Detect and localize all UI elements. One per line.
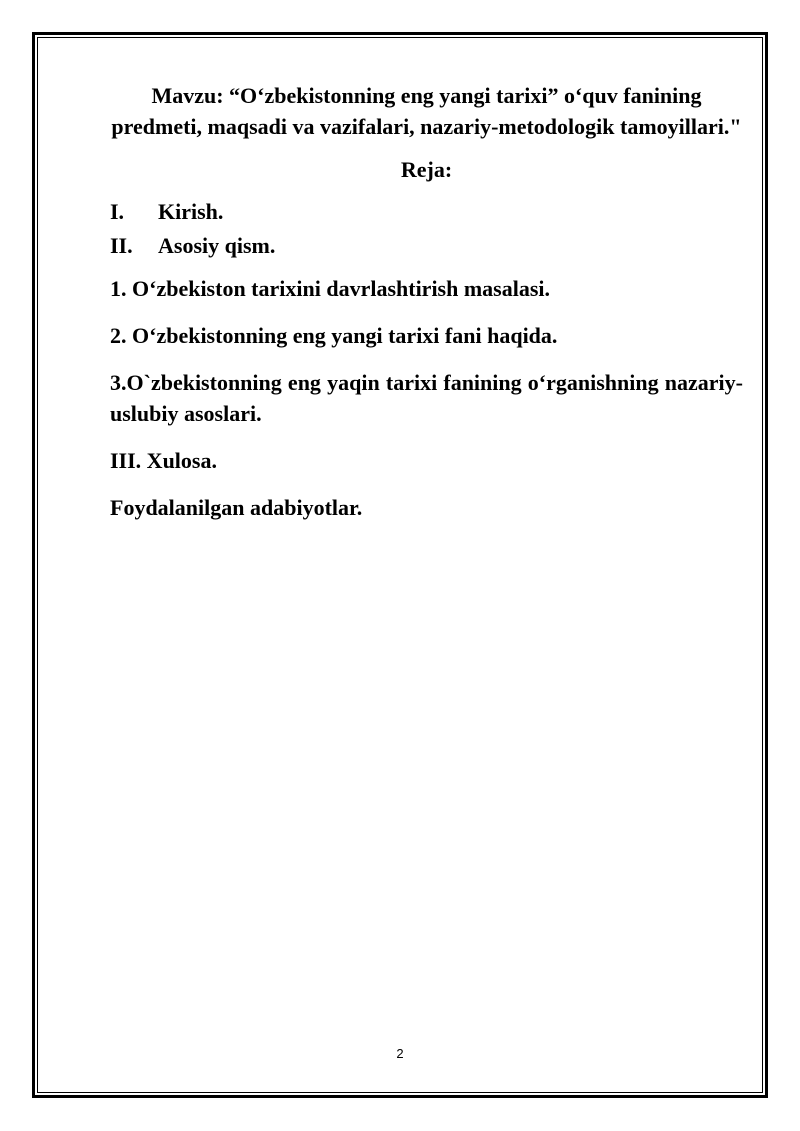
- plan-item-label: Asosiy qism.: [158, 233, 276, 258]
- plan-item-label: Kirish.: [158, 199, 224, 224]
- plan-conclusion: III. Xulosa.: [110, 448, 217, 473]
- plan-heading: Reja:: [400, 157, 453, 182]
- document-body: [110, 80, 743, 539]
- plan-subitem-2: 2. O‘zbekistonning eng yangi tarixi fani haqida.: [110, 323, 558, 348]
- plan-subitem-1: 1. O‘zbekiston tarixini davrlashtirish masalasi.: [110, 276, 551, 301]
- plan-roman-list: [110, 195, 743, 263]
- plan-item-main: [110, 229, 743, 263]
- plan-subitem-3: 3.O`zbekistonning eng yaqin tarixi fanining o‘rganishning nazariy-uslubiy asoslari.: [110, 370, 743, 426]
- page-number: 2: [396, 1046, 404, 1061]
- roman-numeral: II.: [110, 233, 133, 258]
- document-title: Mavzu: “O‘zbekistonning eng yangi tarixi” o‘quv fanining predmeti, maqsadi va vazifalari, nazariy-metodologik tamoyillari.": [111, 83, 742, 139]
- roman-numeral: I.: [110, 199, 125, 224]
- plan-item-intro: [110, 195, 743, 229]
- plan-references: Foydalanilgan adabiyotlar.: [110, 495, 363, 520]
